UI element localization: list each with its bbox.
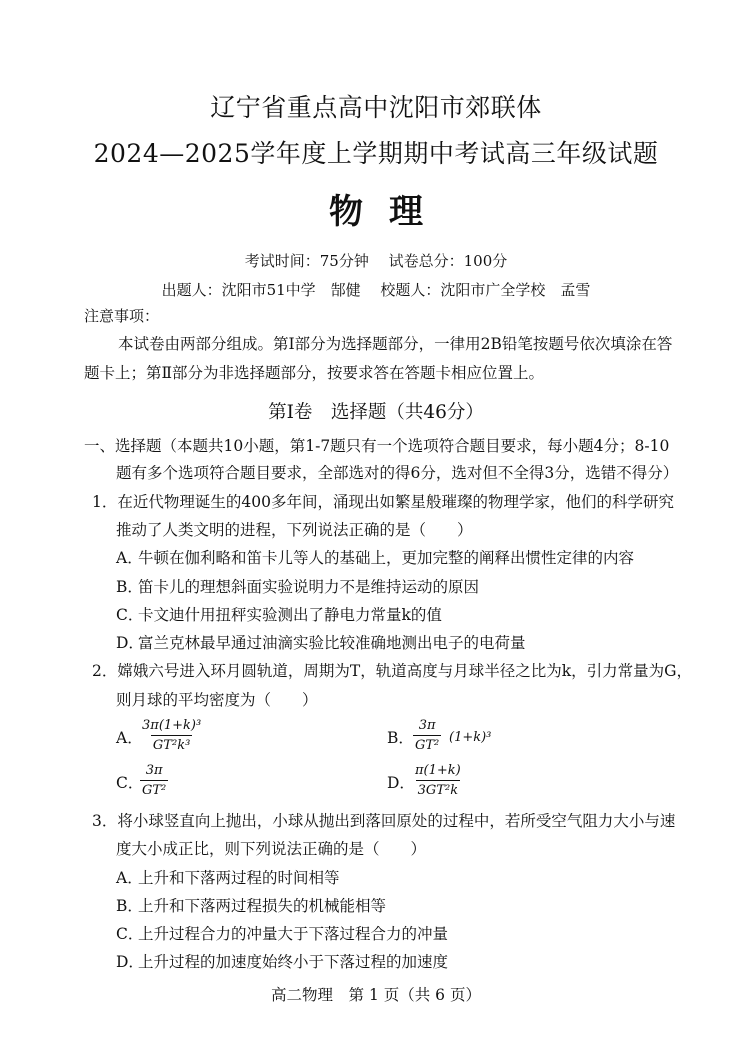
section-instruction-line1: 一、选择题（本题共10小题，第1-7题只有一个选项符合题目要求，每小题4分；8-10 [84,437,670,455]
q2-option-d-label: D． [387,774,415,792]
q1-option-a: A．牛顿在伽利略和笛卡儿等人的基础上，更加完整的阐释出惯性定律的内容 [116,549,635,567]
q2-option-c-label: C． [116,774,144,792]
notice-heading: 注意事项： [84,307,160,325]
q1-option-b: B．笛卡儿的理想斜面实验说明力不是维持运动的原因 [116,578,480,596]
q3-stem-line1: 3．将小球竖直向上抛出，小球从抛出到落回原处的过程中，若所受空气阻力大小与速 [92,812,676,830]
q1-stem-line2: 推动了人类文明的进程，下列说法正确的是（ ） [116,521,473,539]
notice-line1: 本试卷由两部分组成。第Ⅰ部分为选择题部分，一律用2B铅笔按题号依次填涂在答 [118,335,673,353]
q3-option-b: B．上升和下落两过程损失的机械能相等 [116,897,387,915]
page-footer: 高二物理 第 1 页（共 6 页） [271,986,481,1004]
notice-line2: 题卡上；第Ⅱ部分为非选择题部分，按要求答在答题卡相应位置上。 [84,364,545,382]
exam-title-line2: 2024—2025学年度上学期期中考试高三年级试题 [93,139,659,168]
exam-title-line1: 辽宁省重点高中沈阳市郊联体 [210,93,542,122]
q2-option-b-formula: $\frac{3\pi}{\text{GT²}}$ [415,718,440,753]
q1-option-c: C．卡文迪什用扭秤实验测出了静电力常量k的值 [116,606,442,624]
q2-stem-line1: 2．嫦娥六号进入环月圆轨道，周期为T，轨道高度与月球半径之比为k，引力常量为G， [92,662,692,680]
section-title: 第Ⅰ卷 选择题（共46分） [268,402,484,423]
exam-info: 考试时间：75分钟 试卷总分：100分 [244,252,508,270]
q2-option-a-formula: $\frac{\text{3π(1+k)³}}{\text{GT²k³}}$ [142,718,202,753]
q2-option-a-label: A． [116,729,143,747]
q2-option-b-label: B． [387,729,414,747]
q2-option-b-factor: (1+k)³ [449,730,492,745]
q3-option-c: C．上升过程合力的冲量大于下落过程合力的冲量 [116,925,449,943]
q1-option-d: D．富兰克林最早通过油滴实验比较准确地测出电子的电荷量 [116,634,526,652]
q3-option-d: D．上升过程的加速度始终小于下落过程的加速度 [116,953,449,971]
section-instruction-line2: 题有多个选项符合题目要求，全部选对的得6分，选对但不全得3分，选错不得分） [116,464,679,482]
q3-stem-line2: 度大小成正比，则下列说法正确的是（ ） [116,840,427,858]
authors-line: 出题人：沈阳市51中学 郜健 校题人：沈阳市广全学校 孟雪 [161,281,591,299]
q1-stem-line1: 1．在近代物理诞生的400多年间，涌现出如繁星般璀璨的物理学家，他们的科学研究 [92,493,674,511]
q2-option-c-formula: $\frac{3\pi}{\text{GT²}}$ [142,763,167,798]
q2-option-d-formula: $\frac{\pi(1+k)}{\text{3GT²k}}$ [415,763,461,798]
q3-option-a: A．上升和下落两过程的时间相等 [116,869,340,887]
q2-stem-line2: 则月球的平均密度为（ ） [116,691,318,709]
subject-title: 物理 [329,192,449,232]
